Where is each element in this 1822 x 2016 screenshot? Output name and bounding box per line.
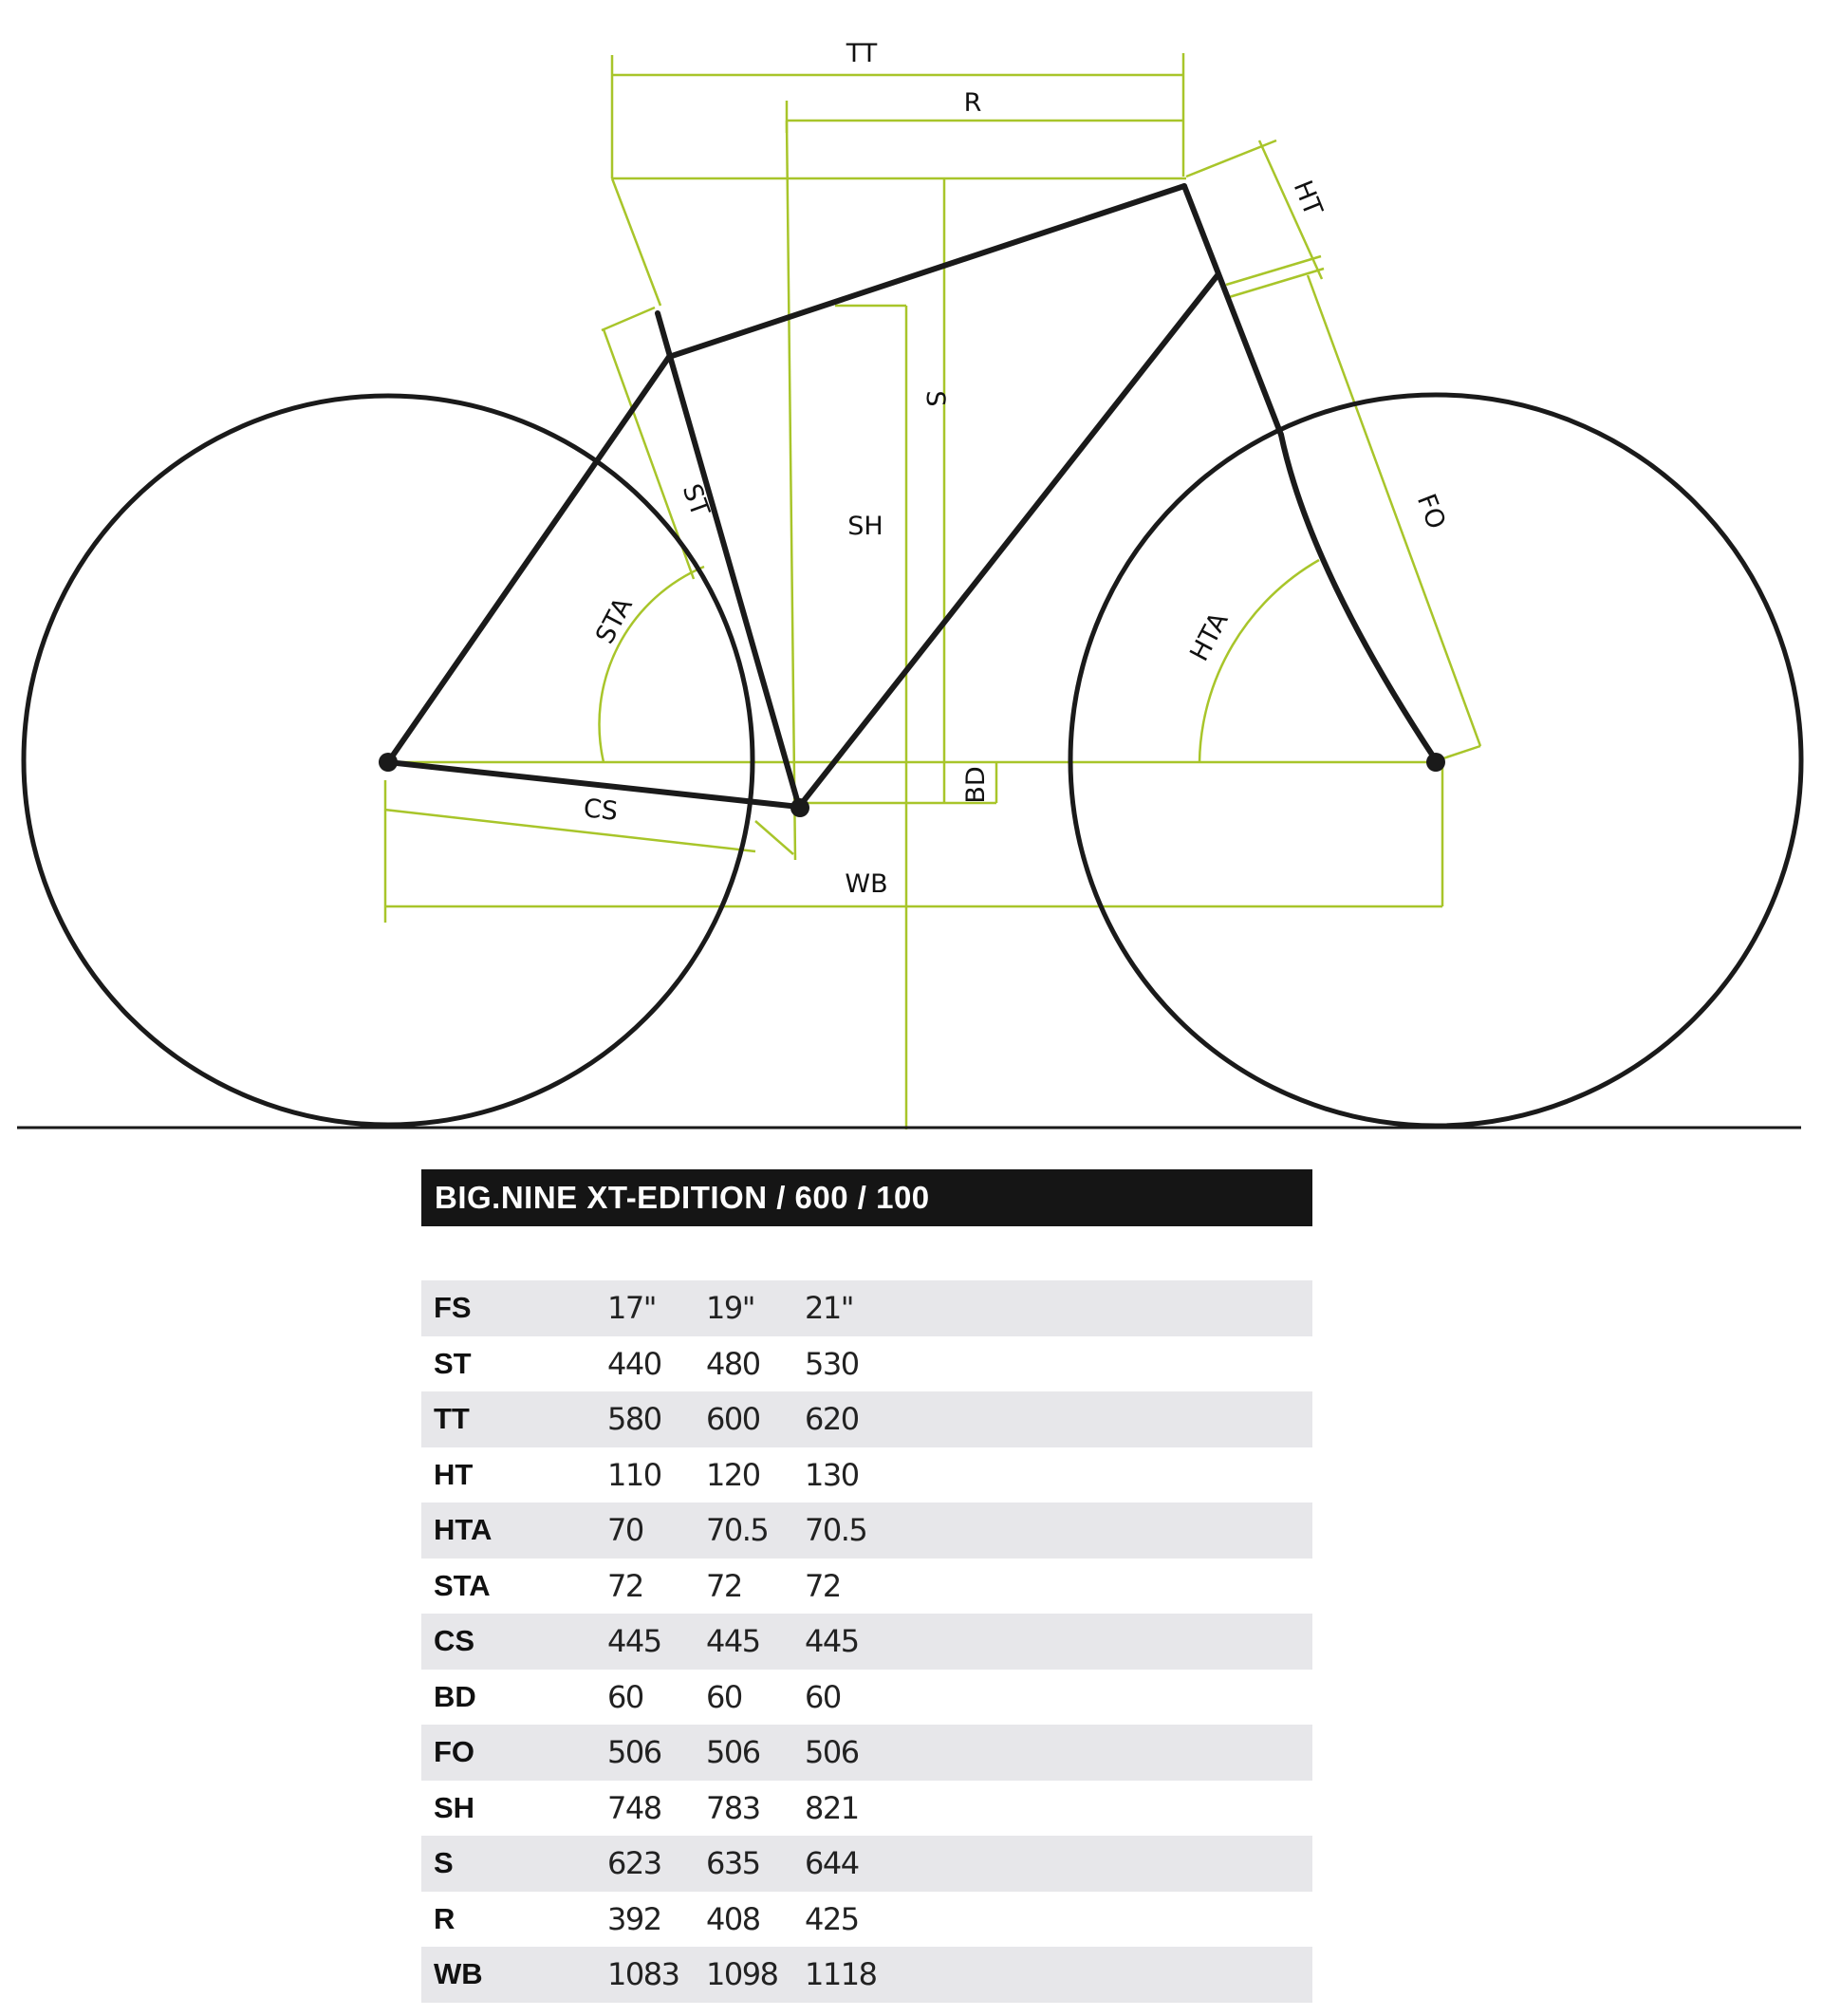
row-value: 70.5 (706, 1512, 769, 1549)
row-value: 70 (607, 1512, 643, 1549)
row-value: 1083 (607, 1956, 679, 1993)
row-key: SH (434, 1790, 475, 1824)
row-value: 506 (607, 1734, 661, 1771)
table-row (421, 1781, 1312, 1837)
row-value: 445 (706, 1623, 760, 1660)
row-value: 19" (706, 1290, 754, 1327)
down-tube (799, 275, 1218, 807)
table-row (421, 1280, 1312, 1336)
seat-stay (388, 357, 669, 762)
label-hta: HTA (1184, 607, 1235, 666)
table-row (421, 1947, 1312, 2003)
row-value: 506 (706, 1734, 760, 1771)
bike-frame (388, 186, 1436, 807)
label-cs: CS (582, 793, 620, 827)
row-value: 120 (706, 1456, 760, 1493)
table-row (421, 1614, 1312, 1670)
table-row (421, 1559, 1312, 1615)
label-sh: SH (847, 512, 883, 541)
table-row (421, 1836, 1312, 1892)
table-row (421, 1336, 1312, 1392)
row-value: 1098 (706, 1956, 778, 1993)
label-bd: BD (961, 766, 991, 804)
label-ht: HT (1287, 176, 1329, 220)
bottom-bracket (790, 798, 809, 817)
row-value: 21" (805, 1290, 853, 1327)
row-value: 17" (607, 1290, 656, 1327)
row-value: 821 (805, 1789, 859, 1826)
row-value: 620 (805, 1401, 859, 1438)
dimension-labels (582, 39, 1451, 899)
table-row (421, 1391, 1312, 1447)
row-value: 783 (706, 1789, 760, 1826)
spec-title-bar (421, 1169, 1312, 1226)
row-value: 60 (706, 1678, 742, 1715)
label-sta: STA (590, 592, 639, 649)
row-value: 110 (607, 1456, 661, 1493)
row-value: 480 (706, 1345, 760, 1382)
row-key: HT (434, 1457, 474, 1491)
table-row (421, 1725, 1312, 1781)
row-value: 506 (805, 1734, 859, 1771)
row-value: 1118 (805, 1956, 877, 1993)
row-value: 72 (805, 1567, 841, 1604)
row-key: CS (434, 1624, 475, 1658)
row-value: 748 (607, 1789, 661, 1826)
row-key: STA (434, 1568, 491, 1602)
row-key: TT (434, 1402, 470, 1436)
top-tube (669, 186, 1184, 357)
label-s: S (920, 390, 950, 407)
row-value: 425 (805, 1900, 859, 1937)
label-wb: WB (845, 869, 888, 899)
row-key: FO (434, 1735, 475, 1769)
row-value: 445 (805, 1623, 859, 1660)
row-value: 72 (706, 1567, 742, 1604)
row-value: 72 (607, 1567, 643, 1604)
row-value: 530 (805, 1345, 859, 1382)
label-fo: FO (1410, 490, 1451, 533)
seat-tube (658, 313, 799, 807)
geometry-table (421, 1280, 1312, 2003)
row-value: 635 (706, 1845, 760, 1882)
table-row (421, 1447, 1312, 1503)
row-value: 392 (607, 1900, 661, 1937)
row-value: 644 (805, 1845, 859, 1882)
head-tube (1184, 186, 1281, 435)
row-key: ST (434, 1346, 472, 1380)
row-value: 623 (607, 1845, 661, 1882)
fork (1281, 435, 1436, 760)
table-row (421, 1670, 1312, 1726)
row-value: 130 (805, 1456, 859, 1493)
row-value: 408 (706, 1900, 760, 1937)
label-st: ST (676, 479, 716, 521)
rear-axle (379, 753, 398, 772)
row-key: S (434, 1846, 454, 1880)
row-key: BD (434, 1679, 476, 1713)
row-key: HTA (434, 1513, 493, 1547)
row-value: 70.5 (805, 1512, 867, 1549)
row-key: FS (434, 1291, 472, 1325)
row-value: 445 (607, 1623, 661, 1660)
row-value: 600 (706, 1401, 760, 1438)
dimension-lines (384, 53, 1480, 1129)
row-value: 60 (805, 1678, 841, 1715)
row-key: R (434, 1901, 456, 1935)
table-row (421, 1892, 1312, 1948)
row-key: WB (434, 1957, 483, 1991)
spec-title: BIG.NINE XT-EDITION / 600 / 100 (435, 1180, 930, 1215)
label-tt: TT (846, 39, 878, 68)
row-value: 580 (607, 1401, 661, 1438)
row-value: 440 (607, 1345, 661, 1382)
label-r: R (963, 88, 982, 118)
table-row (421, 1503, 1312, 1559)
front-axle (1426, 753, 1445, 772)
row-value: 60 (607, 1678, 643, 1715)
